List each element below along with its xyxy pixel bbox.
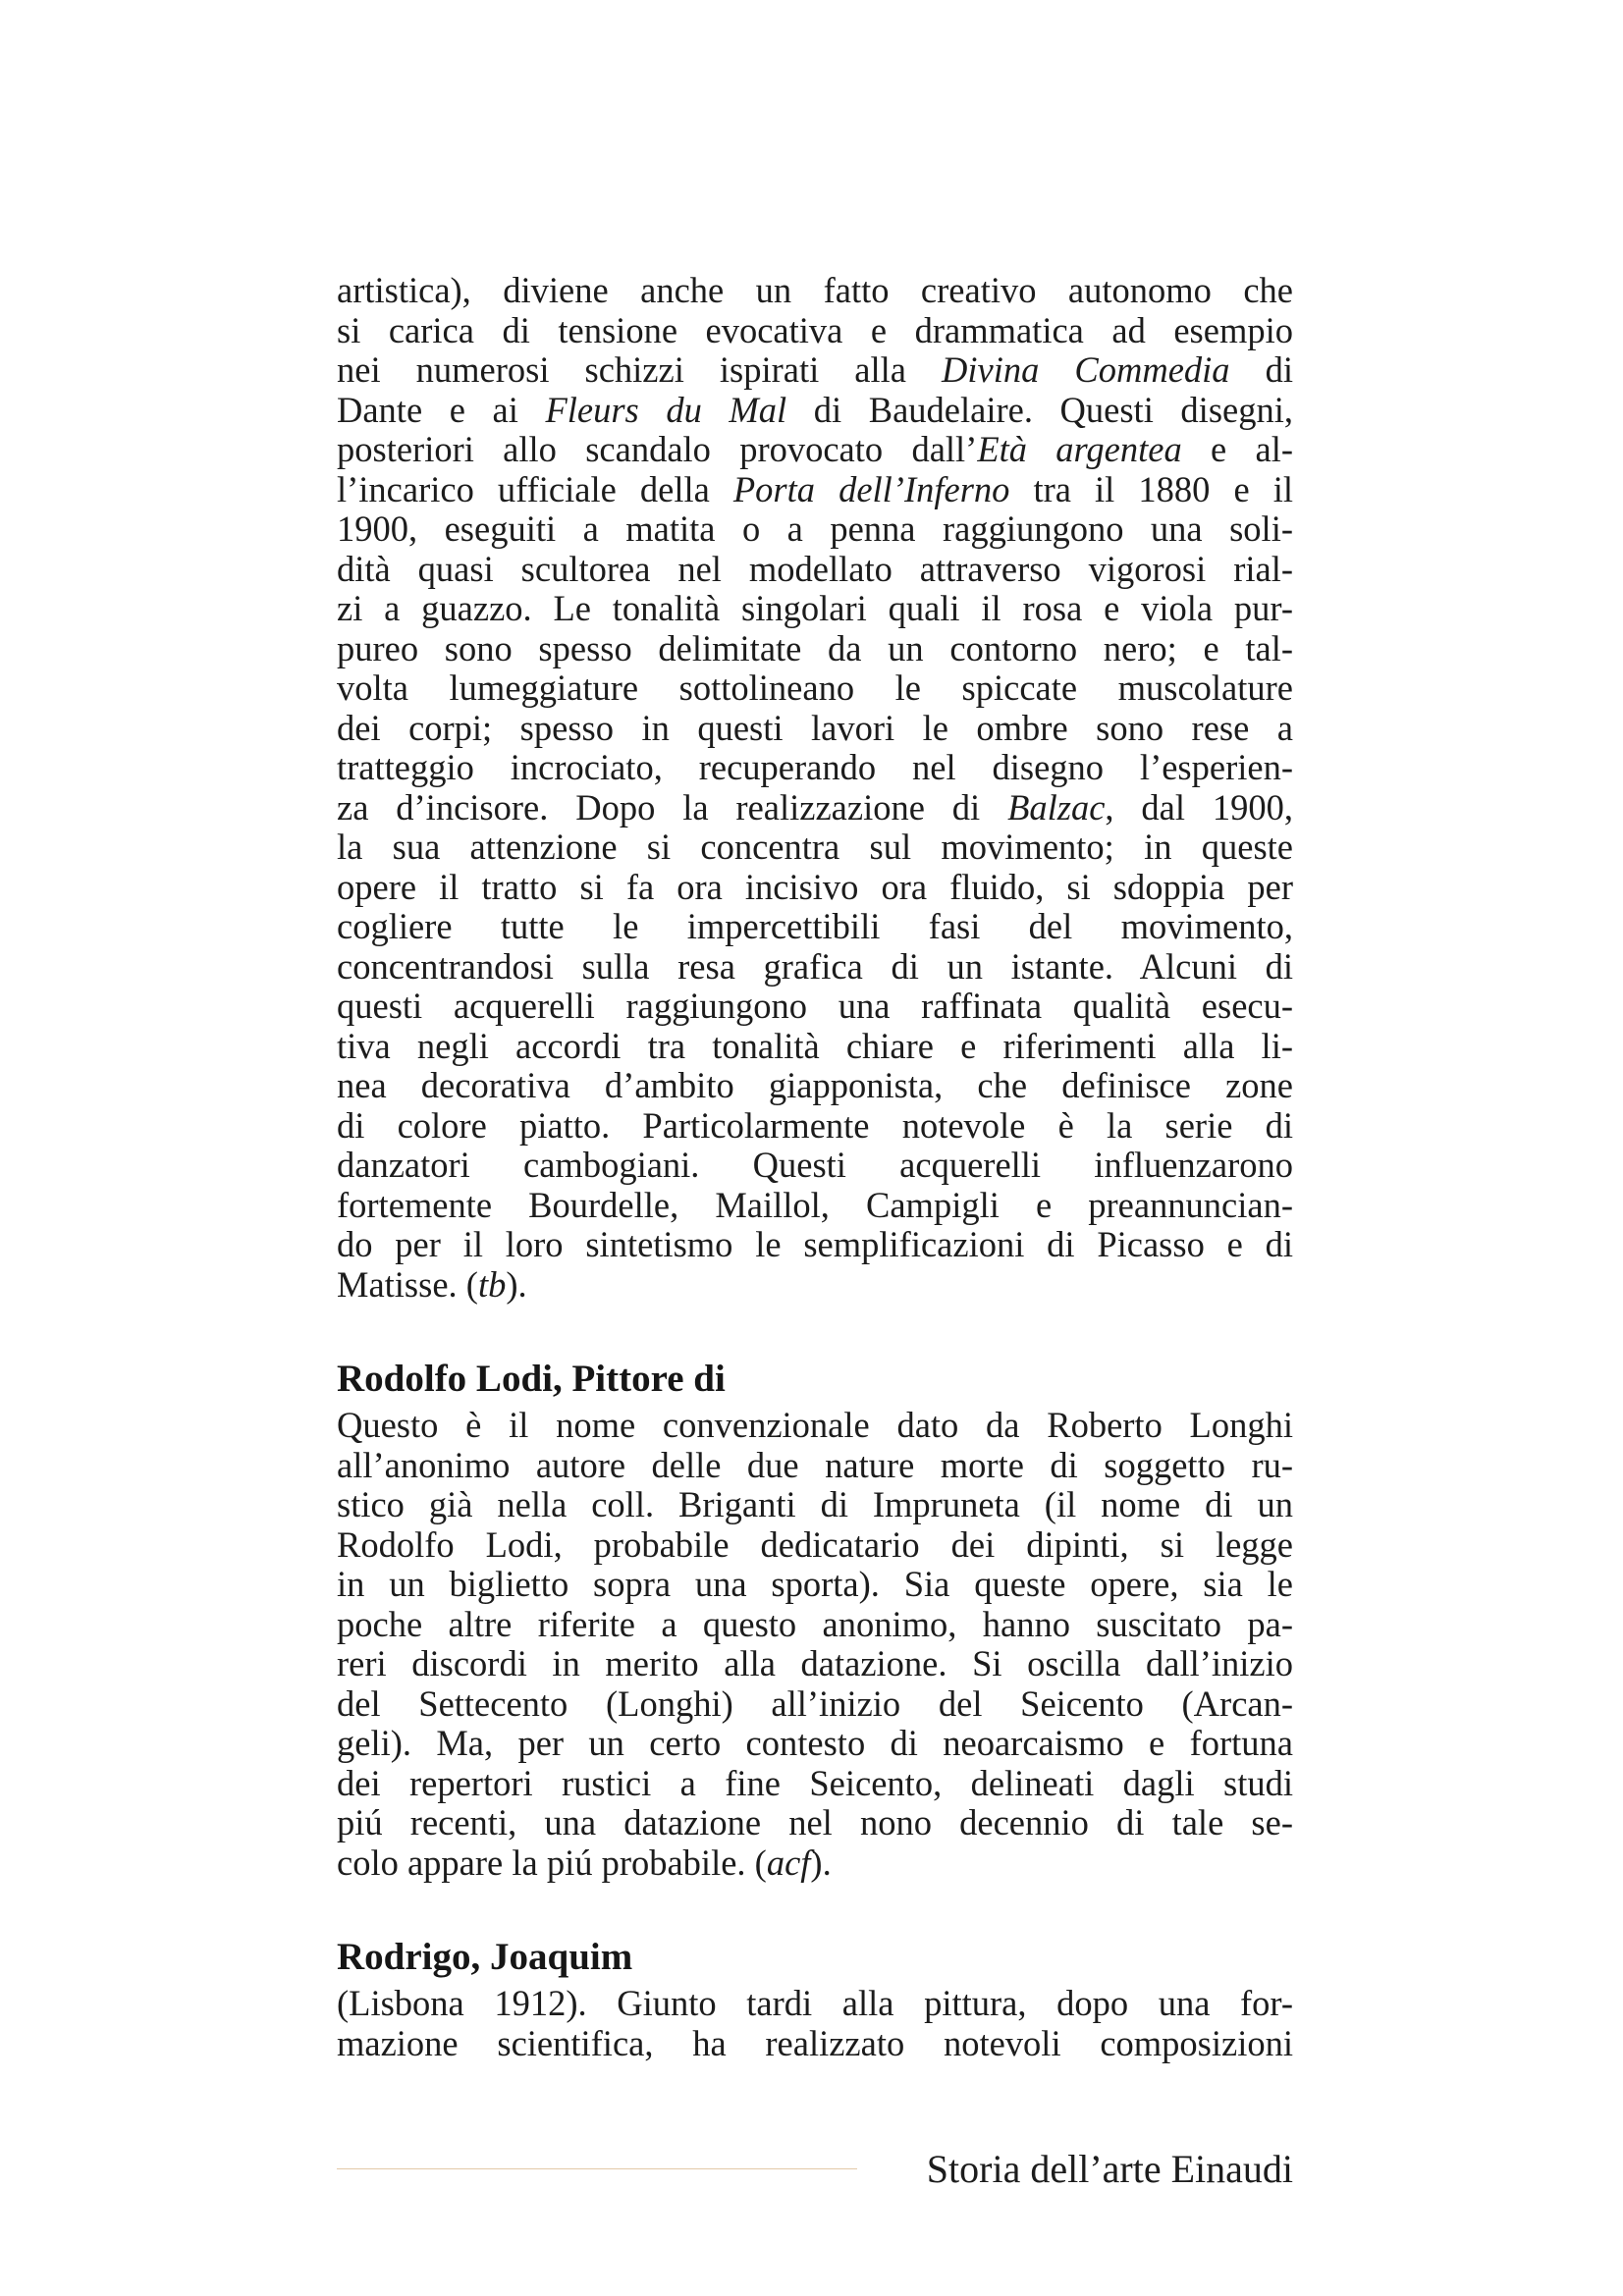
body-line: pureo sono spesso delimitate da un contorno nero; e tal- bbox=[337, 627, 1293, 668]
entry-rodolfo-lodi bbox=[337, 1357, 1293, 1883]
body-line: tratteggio incrociato, recuperando nel disegno l’esperien- bbox=[337, 747, 1293, 787]
body-line: 1900, eseguiti a matita o a penna raggiungono una soli- bbox=[337, 508, 1293, 549]
body-line: Matisse. (tb). bbox=[337, 1263, 527, 1305]
body-line: l’incarico ufficiale della Porta dell’Inferno tra il 1880 e il bbox=[337, 468, 1293, 509]
italic-title: Fleurs du Mal bbox=[545, 389, 787, 430]
entry-rodrigo-joaquim bbox=[337, 1935, 1293, 2063]
footer-rule bbox=[337, 2168, 857, 2169]
body-line: Dante e ai Fleurs du Mal di Baudelaire. Questi disegni, bbox=[337, 389, 1293, 430]
italic-title: Balzac bbox=[1007, 786, 1106, 828]
body-line: nea decorativa d’ambito giapponista, che definisce zone bbox=[337, 1065, 1293, 1105]
body-line: volta lumeggiature sottolineano le spiccate muscolature bbox=[337, 667, 1293, 708]
italic-title: Porta dell’Inferno bbox=[732, 468, 1010, 509]
body-line: del Settecento (Longhi) all’inizio del Seicento (Arcan- bbox=[337, 1682, 1293, 1724]
body-line: Questo è il nome convenzionale dato da Roberto Longhi bbox=[337, 1405, 1293, 1445]
body-line: si carica di tensione evocativa e drammatica ad esempio bbox=[337, 309, 1293, 350]
body-line: fortemente Bourdelle, Maillol, Campigli e preannuncian- bbox=[337, 1184, 1293, 1225]
body-line: zi a guazzo. Le tonalità singolari quali il rosa e viola pur- bbox=[337, 588, 1293, 628]
body-line: dei corpi; spesso in questi lavori le ombre sono rese a bbox=[337, 707, 1293, 748]
body-line: poche altre riferite a questo anonimo, hanno suscitato pa- bbox=[337, 1603, 1293, 1644]
body-line: la sua attenzione si concentra sul movimento; in queste bbox=[337, 827, 1293, 867]
body-line: reri discordi in merito alla datazione. Si oscilla dall’inizio bbox=[337, 1643, 1293, 1683]
italic-title: Età argentea bbox=[977, 429, 1182, 469]
body-line: in un biglietto sopra una sporta). Sia queste opere, sia le bbox=[337, 1564, 1293, 1604]
entry-heading: Rodolfo Lodi, Pittore di bbox=[337, 1358, 726, 1400]
body-line: artistica), diviene anche un fatto creativo autonomo che bbox=[337, 270, 1293, 310]
body-line: tiva negli accordi tra tonalità chiare e riferimenti alla li- bbox=[337, 1025, 1293, 1066]
body-line: dità quasi scultorea nel modellato attraverso vigorosi rial- bbox=[337, 548, 1293, 589]
body-line: opere il tratto si fa ora incisivo ora fluido, si sdoppia per bbox=[337, 866, 1293, 907]
body-line: do per il loro sintetismo le semplificazioni di Picasso e di bbox=[337, 1224, 1293, 1264]
footer-title: Storia dell’arte Einaudi bbox=[926, 2147, 1293, 2191]
author-initials: acf bbox=[766, 1842, 811, 1883]
body-line: za d’incisore. Dopo la realizzazione di Balzac, dal 1900, bbox=[337, 786, 1294, 828]
body-line: posteriori allo scandalo provocato dall’Età argentea e al- bbox=[337, 429, 1293, 469]
body-line: dei repertori rustici a fine Seicento, delineati dagli studi bbox=[337, 1762, 1293, 1803]
body-line: stico già nella coll. Briganti di Impruneta (il nome di un bbox=[337, 1484, 1293, 1524]
body-line: questi acquerelli raggiungono una raffinata qualità esecu- bbox=[337, 986, 1293, 1026]
body-line: geli). Ma, per un certo contesto di neoarcaismo e fortuna bbox=[337, 1723, 1293, 1763]
body-line: all’anonimo autore delle due nature morte di soggetto ru- bbox=[337, 1444, 1293, 1485]
body-line: mazione scientifica, ha realizzato notevoli composizioni bbox=[337, 2022, 1293, 2063]
italic-title: Divina Commedia bbox=[942, 349, 1230, 390]
body-line: nei numerosi schizzi ispirati alla Divina Commedia di bbox=[337, 349, 1293, 390]
body-line: cogliere tutte le impercettibili fasi del movimento, bbox=[337, 906, 1293, 946]
body-line: danzatori cambogiani. Questi acquerelli influenzarono bbox=[337, 1145, 1293, 1185]
body-line: Rodolfo Lodi, probabile dedicatario dei dipinti, si legge bbox=[337, 1523, 1293, 1565]
author-initials: tb bbox=[477, 1263, 507, 1305]
entry-rodin-continuation bbox=[337, 271, 1293, 1305]
body-line: concentrandosi sulla resa grafica di un istante. Alcuni di bbox=[337, 945, 1293, 987]
body-line: (Lisbona 1912). Giunto tardi alla pittura, dopo una for- bbox=[337, 1983, 1293, 2023]
text-column bbox=[337, 271, 1293, 2063]
body-line: di colore piatto. Particolarmente notevole è la serie di bbox=[337, 1104, 1293, 1146]
body-line: piú recenti, una datazione nel nono decennio di tale se- bbox=[337, 1802, 1293, 1842]
entry-heading: Rodrigo, Joaquim bbox=[337, 1936, 633, 1978]
body-line: colo appare la piú probabile. (acf). bbox=[337, 1842, 832, 1883]
